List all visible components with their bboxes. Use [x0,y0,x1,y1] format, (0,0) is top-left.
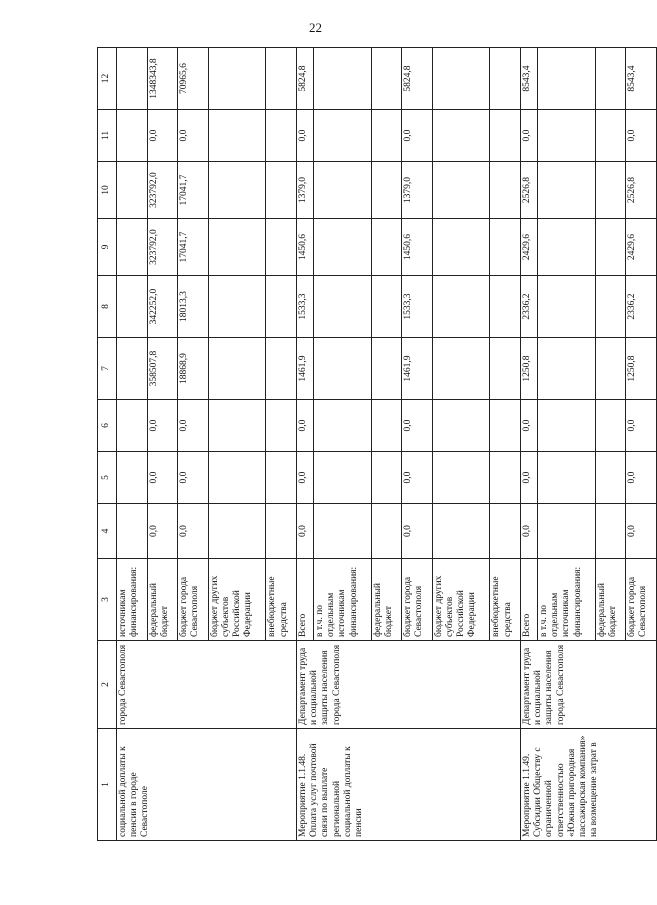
funding-source-cell: бюджет других субъектов Российской Федерации [208,559,266,641]
value-cell [208,162,266,219]
value-cell [490,338,521,400]
value-cell: 1348343,8 [147,48,178,110]
funding-source-cell: внебюджетные средства [266,559,297,641]
value-cell: 1250,8 [626,338,657,400]
value-cell [314,276,372,338]
executor-cell: города Севастополя [117,641,297,729]
value-cell [117,110,148,162]
header-row [98,48,117,841]
funding-source-cell: в т.ч. по отдельным источникам финансирования: [538,559,596,641]
value-cell: 17041,7 [178,219,209,276]
executor-cell: Департамент труда и социальной защиты населения города Севастополя [296,641,520,729]
value-cell: 0,0 [296,504,313,559]
value-cell: 0,0 [402,110,433,162]
value-cell [371,276,402,338]
value-cell [595,400,626,452]
value-cell [538,400,596,452]
value-cell [208,338,266,400]
funding-source-cell: Всего [296,559,313,641]
value-cell [266,504,297,559]
value-cell: 358507,8 [147,338,178,400]
value-cell: 2429,6 [520,219,537,276]
value-cell: 1379,0 [296,162,313,219]
value-cell [266,338,297,400]
value-cell [266,452,297,504]
value-cell [208,219,266,276]
value-cell: 5824,8 [296,48,313,110]
value-cell [314,219,372,276]
value-cell [266,162,297,219]
value-cell: 18868,9 [178,338,209,400]
value-cell [266,276,297,338]
value-cell [538,48,596,110]
value-cell [432,48,490,110]
value-cell [595,338,626,400]
header-cell: 8 [98,276,117,338]
value-cell: 0,0 [147,400,178,452]
funding-source-cell: источникам финансирования: [117,559,148,641]
value-cell: 0,0 [147,452,178,504]
budget-table [97,47,657,841]
value-cell [490,162,521,219]
value-cell: 0,0 [520,504,537,559]
value-cell: 0,0 [626,400,657,452]
value-cell [595,48,626,110]
header-cell: 3 [98,559,117,641]
value-cell [432,110,490,162]
value-cell: 323792,0 [147,219,178,276]
executor-cell: Департамент труда и социальной защиты населения города Севастополя [520,641,656,729]
value-cell [314,452,372,504]
funding-source-cell: федеральный бюджет [371,559,402,641]
value-cell [208,400,266,452]
funding-source-cell: бюджет города Севастополя [178,559,209,641]
value-cell [371,338,402,400]
value-cell: 0,0 [626,504,657,559]
value-cell: 8543,4 [520,48,537,110]
value-cell: 0,0 [178,452,209,504]
value-cell [538,110,596,162]
value-cell: 0,0 [178,400,209,452]
value-cell: 0,0 [520,400,537,452]
value-cell [432,162,490,219]
measure-name-cell: социальной доплаты к пенсии в городе Севастополе [117,729,297,841]
value-cell [538,504,596,559]
table-container [97,48,657,841]
value-cell [595,219,626,276]
value-cell: 0,0 [402,400,433,452]
funding-source-cell: федеральный бюджет [147,559,178,641]
value-cell [208,48,266,110]
value-cell: 0,0 [520,452,537,504]
value-cell [490,452,521,504]
header-cell: 12 [98,48,117,110]
value-cell: 0,0 [296,452,313,504]
value-cell [208,452,266,504]
value-cell: 2526,8 [520,162,537,219]
value-cell [266,219,297,276]
value-cell [117,219,148,276]
value-cell: 0,0 [520,110,537,162]
value-cell [314,338,372,400]
value-cell [117,276,148,338]
value-cell: 0,0 [178,504,209,559]
value-cell: 0,0 [296,400,313,452]
funding-source-cell: внебюджетные средства [490,559,521,641]
funding-source-cell: Всего [520,559,537,641]
value-cell: 5824,8 [402,48,433,110]
value-cell: 2429,6 [626,219,657,276]
value-cell [117,338,148,400]
header-cell: 1 [98,729,117,841]
value-cell [117,48,148,110]
funding-source-cell: федеральный бюджет [595,559,626,641]
value-cell [208,110,266,162]
header-cell: 6 [98,400,117,452]
header-cell: 9 [98,219,117,276]
value-cell: 0,0 [296,110,313,162]
value-cell [266,400,297,452]
measure-name-cell: Мероприятие 1.1.48. Оплата услуг почтовой связи по выплате региональной социальной доплаты к пенсии [296,729,520,841]
value-cell: 8543,4 [626,48,657,110]
value-cell [117,400,148,452]
value-cell [371,219,402,276]
header-cell: 7 [98,338,117,400]
value-cell [595,162,626,219]
value-cell [538,338,596,400]
value-cell: 1450,6 [296,219,313,276]
value-cell: 0,0 [626,452,657,504]
value-cell [490,276,521,338]
value-cell [538,276,596,338]
measure-name-cell: Мероприятие 1.1.49. Субсидии Обществу с ограниченной ответственностью «Южная пригородная пассажирская компания» на возмещение затрат в [520,729,656,841]
value-cell: 0,0 [147,504,178,559]
value-cell [490,504,521,559]
value-cell [371,504,402,559]
value-cell [595,276,626,338]
value-cell: 1461,9 [402,338,433,400]
value-cell [538,452,596,504]
value-cell [314,504,372,559]
value-cell [117,162,148,219]
value-cell: 18013,3 [178,276,209,338]
value-cell: 2336,2 [626,276,657,338]
value-cell: 1533,3 [402,276,433,338]
funding-source-cell: бюджет города Севастополя [402,559,433,641]
funding-source-cell: бюджет города Севастополя [626,559,657,641]
value-cell [595,110,626,162]
value-cell [490,110,521,162]
value-cell: 1250,8 [520,338,537,400]
value-cell [490,219,521,276]
value-cell [314,48,372,110]
value-cell [432,504,490,559]
value-cell [595,452,626,504]
table-row [520,48,537,841]
value-cell [538,162,596,219]
value-cell [208,504,266,559]
value-cell: 70965,6 [178,48,209,110]
header-cell: 10 [98,162,117,219]
value-cell [208,276,266,338]
value-cell: 2526,8 [626,162,657,219]
value-cell [371,400,402,452]
value-cell [371,110,402,162]
value-cell [371,48,402,110]
funding-source-cell: в т.ч. по отдельным источникам финансирования: [314,559,372,641]
value-cell: 1450,6 [402,219,433,276]
value-cell: 323792,0 [147,162,178,219]
value-cell [432,452,490,504]
value-cell [314,110,372,162]
value-cell [432,219,490,276]
value-cell [371,162,402,219]
table-row [117,48,148,841]
value-cell: 2336,2 [520,276,537,338]
value-cell [314,400,372,452]
value-cell [371,452,402,504]
value-cell [538,219,596,276]
header-cell: 11 [98,110,117,162]
table-row [296,48,313,841]
value-cell [117,452,148,504]
funding-source-cell: бюджет других субъектов Российской Федерации [432,559,490,641]
value-cell [314,162,372,219]
header-cell: 2 [98,641,117,729]
value-cell [490,48,521,110]
value-cell: 1461,9 [296,338,313,400]
value-cell [266,48,297,110]
value-cell [266,110,297,162]
value-cell: 0,0 [402,452,433,504]
page-number: 22 [309,20,322,35]
value-cell [490,400,521,452]
value-cell [117,504,148,559]
header-cell: 5 [98,452,117,504]
value-cell [432,400,490,452]
value-cell [432,276,490,338]
value-cell: 1379,0 [402,162,433,219]
header-cell: 4 [98,504,117,559]
value-cell: 1533,3 [296,276,313,338]
value-cell: 0,0 [626,110,657,162]
value-cell [595,504,626,559]
value-cell: 0,0 [402,504,433,559]
value-cell: 0,0 [147,110,178,162]
table-body [117,48,657,841]
value-cell [432,338,490,400]
value-cell: 0,0 [178,110,209,162]
value-cell: 342252,0 [147,276,178,338]
value-cell: 17041,7 [178,162,209,219]
